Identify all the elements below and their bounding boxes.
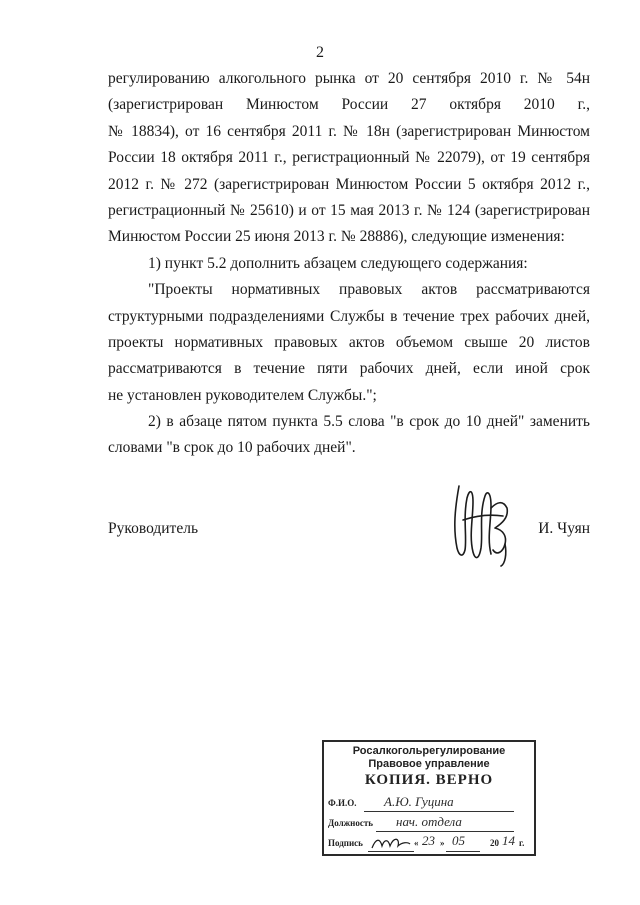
page-number: 2 — [316, 44, 324, 61]
body-line: России 18 октября 2011 г., регистрационный № 22079), от 19 сентября — [108, 149, 590, 167]
stamp-signature-mark — [370, 834, 412, 852]
stamp-position-underline — [376, 831, 514, 832]
stamp-position-label: Должность — [328, 818, 374, 828]
stamp-date-day: 23 — [422, 833, 435, 848]
document-body — [108, 66, 590, 462]
body-line: 2012 г. № 272 (зарегистрирован Минюстом России 5 октября 2012 г., — [108, 175, 590, 193]
stamp-date-suffix: г. — [519, 838, 525, 848]
body-line: регистрационный № 25610) и от 15 мая 2013 г. № 124 (зарегистрирован — [108, 201, 590, 219]
stamp-position-value: нач. отдела — [396, 814, 462, 829]
stamp-title: КОПИЯ. ВЕРНО — [364, 772, 494, 788]
stamp-date-year: 14 — [502, 833, 515, 848]
handwritten-signature — [445, 478, 525, 568]
signatory-name: И. Чуян — [538, 520, 590, 537]
stamp-quote-close: » — [440, 838, 445, 848]
body-line: (зарегистрирован Минюстом России 27 октября 2010 г., — [108, 96, 590, 114]
body-line: № 18834), от 16 сентября 2011 г. № 18н (зарегистрирован Минюстом — [108, 122, 590, 140]
stamp-date-month: 05 — [452, 833, 465, 848]
quote-line: рассматриваются в течение пяти рабочих дней, если иной срок — [108, 360, 590, 378]
stamp-organization: Росалкогольрегулирование — [352, 745, 506, 757]
stamp-department: Правовое управление — [368, 758, 490, 770]
quote-line: не установлен руководителем Службы."; — [108, 386, 377, 404]
item-2-line: словами "в срок до 10 рабочих дней". — [108, 439, 356, 457]
stamp-fio-underline — [364, 811, 514, 812]
item-1-line: 1) пункт 5.2 дополнить абзацем следующего содержания: — [148, 254, 528, 272]
quote-line: проекты нормативных правовых актов объемом свыше 20 листов — [108, 333, 590, 351]
stamp-sign-label: Подпись — [328, 838, 363, 848]
copy-certified-stamp — [322, 740, 536, 856]
body-line: Минюстом России 25 июня 2013 г. № 28886), следующие изменения: — [108, 228, 565, 246]
stamp-quote-open: « — [414, 838, 419, 848]
item-2-line: 2) в абзаце пятом пункта 5.5 слова "в срок до 10 дней" заменить — [148, 413, 590, 431]
stamp-fio-label: Ф.И.О. — [328, 798, 357, 808]
stamp-fio-value: А.Ю. Гуцина — [384, 794, 454, 809]
stamp-year-prefix: 20 — [490, 838, 499, 848]
body-line: регулированию алкогольного рынка от 20 сентября 2010 г. № 54н — [108, 70, 590, 87]
quote-line: "Проекты нормативных правовых актов рассматриваются — [148, 281, 590, 299]
stamp-month-underline — [446, 851, 480, 852]
signatory-role: Руководитель — [108, 520, 199, 537]
quote-line: структурными подразделениями Службы в течение трех рабочих дней, — [108, 307, 590, 325]
